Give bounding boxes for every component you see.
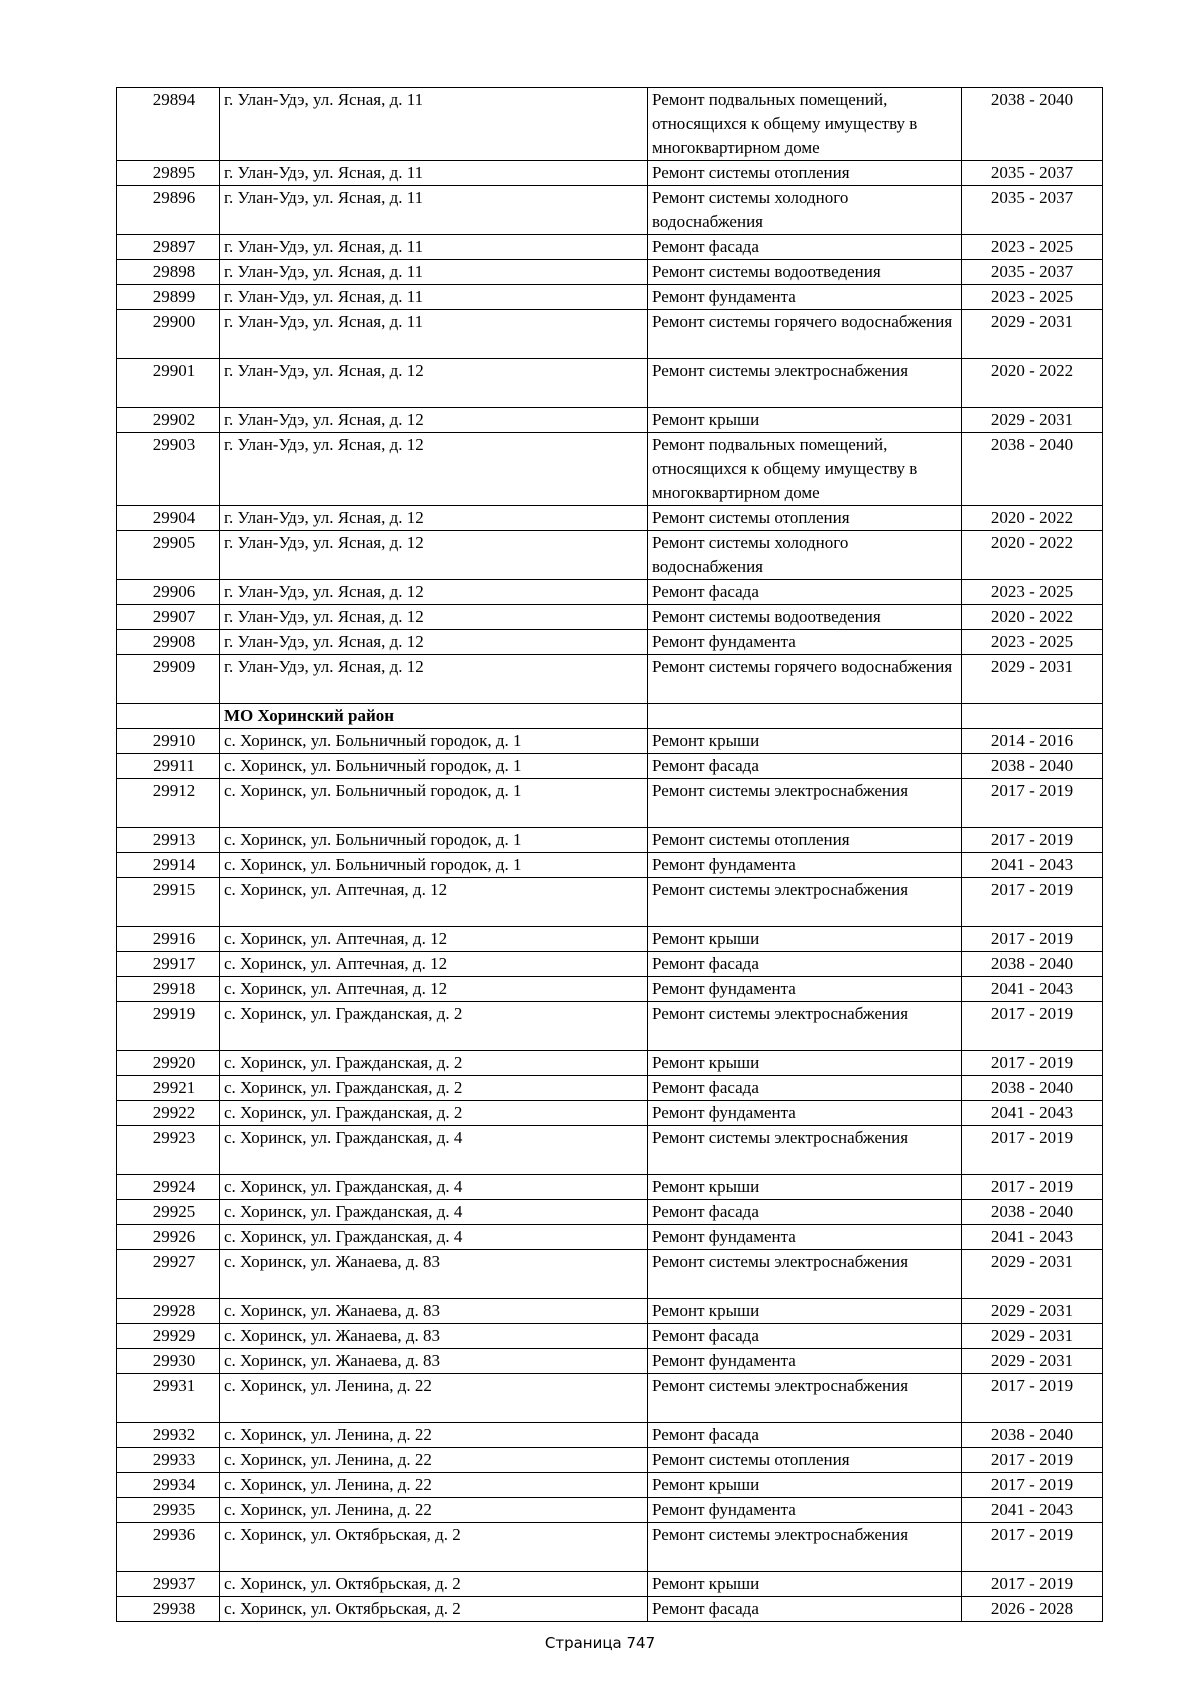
table-row: [117, 1597, 1103, 1622]
address-cell: с. Хоринск, ул. Ленина, д. 22: [220, 1498, 648, 1523]
table-row: [117, 506, 1103, 531]
row-number-cell: 29903: [117, 433, 220, 506]
table-row: [117, 235, 1103, 260]
period-cell: 2023 - 2025: [962, 285, 1103, 310]
table-row: [117, 828, 1103, 853]
table-row: [117, 285, 1103, 310]
address-cell: г. Улан-Удэ, ул. Ясная, д. 11: [220, 186, 648, 235]
address-cell: с. Хоринск, ул. Жанаева, д. 83: [220, 1250, 648, 1299]
table-row: [117, 161, 1103, 186]
work-type-cell: Ремонт системы отопления: [648, 506, 962, 531]
work-type-cell: Ремонт фундамента: [648, 977, 962, 1002]
row-number-cell: 29895: [117, 161, 220, 186]
work-type-cell: Ремонт крыши: [648, 1473, 962, 1498]
work-type-cell: Ремонт системы водоотведения: [648, 605, 962, 630]
period-cell: 2029 - 2031: [962, 310, 1103, 359]
table-row: [117, 878, 1103, 927]
address-cell: г. Улан-Удэ, ул. Ясная, д. 12: [220, 359, 648, 408]
work-type-cell: Ремонт крыши: [648, 1051, 962, 1076]
period-cell: 2017 - 2019: [962, 828, 1103, 853]
row-number-cell: 29901: [117, 359, 220, 408]
period-cell: 2038 - 2040: [962, 952, 1103, 977]
address-cell: с. Хоринск, ул. Гражданская, д. 4: [220, 1225, 648, 1250]
address-cell: с. Хоринск, ул. Аптечная, д. 12: [220, 927, 648, 952]
period-cell: 2029 - 2031: [962, 1349, 1103, 1374]
work-type-cell: Ремонт фундамента: [648, 1498, 962, 1523]
work-type-cell: Ремонт подвальных помещений, относящихся к общему имуществу в многоквартирном доме: [648, 88, 962, 161]
row-number-cell: 29902: [117, 408, 220, 433]
address-cell: г. Улан-Удэ, ул. Ясная, д. 11: [220, 310, 648, 359]
row-number-cell: 29933: [117, 1448, 220, 1473]
address-cell: с. Хоринск, ул. Жанаева, д. 83: [220, 1324, 648, 1349]
work-type-cell: Ремонт системы отопления: [648, 161, 962, 186]
section-row: [117, 704, 1103, 729]
row-number-cell: 29917: [117, 952, 220, 977]
work-type-cell: Ремонт системы холодного водоснабжения: [648, 186, 962, 235]
period-cell: 2020 - 2022: [962, 506, 1103, 531]
period-cell: [962, 704, 1103, 729]
table-row: [117, 1324, 1103, 1349]
row-number-cell: 29931: [117, 1374, 220, 1423]
row-number-cell: 29927: [117, 1250, 220, 1299]
period-cell: 2017 - 2019: [962, 1523, 1103, 1572]
row-number-cell: 29921: [117, 1076, 220, 1101]
work-type-cell: Ремонт системы электроснабжения: [648, 1523, 962, 1572]
period-cell: 2038 - 2040: [962, 754, 1103, 779]
period-cell: 2041 - 2043: [962, 1225, 1103, 1250]
address-cell: с. Хоринск, ул. Гражданская, д. 4: [220, 1200, 648, 1225]
period-cell: 2020 - 2022: [962, 531, 1103, 580]
address-cell: г. Улан-Удэ, ул. Ясная, д. 12: [220, 506, 648, 531]
row-number-cell: 29914: [117, 853, 220, 878]
row-number-cell: 29928: [117, 1299, 220, 1324]
row-number-cell: 29936: [117, 1523, 220, 1572]
period-cell: 2038 - 2040: [962, 88, 1103, 161]
period-cell: 2020 - 2022: [962, 605, 1103, 630]
address-cell: с. Хоринск, ул. Ленина, д. 22: [220, 1423, 648, 1448]
work-type-cell: Ремонт фасада: [648, 235, 962, 260]
row-number-cell: 29926: [117, 1225, 220, 1250]
work-type-cell: Ремонт фасада: [648, 580, 962, 605]
address-cell: г. Улан-Удэ, ул. Ясная, д. 12: [220, 655, 648, 704]
work-type-cell: Ремонт фасада: [648, 1597, 962, 1622]
table-row: [117, 1349, 1103, 1374]
work-type-cell: Ремонт крыши: [648, 1572, 962, 1597]
row-number-cell: 29913: [117, 828, 220, 853]
table-row: [117, 1299, 1103, 1324]
work-type-cell: Ремонт системы электроснабжения: [648, 1002, 962, 1051]
row-number-cell: 29923: [117, 1126, 220, 1175]
period-cell: 2017 - 2019: [962, 1175, 1103, 1200]
address-cell: с. Хоринск, ул. Больничный городок, д. 1: [220, 828, 648, 853]
period-cell: 2038 - 2040: [962, 1423, 1103, 1448]
table-row: [117, 1374, 1103, 1423]
table-row: [117, 1572, 1103, 1597]
period-cell: 2041 - 2043: [962, 1101, 1103, 1126]
address-cell: с. Хоринск, ул. Больничный городок, д. 1: [220, 729, 648, 754]
work-type-cell: Ремонт фасада: [648, 754, 962, 779]
address-cell: с. Хоринск, ул. Аптечная, д. 12: [220, 977, 648, 1002]
address-cell: с. Хоринск, ул. Больничный городок, д. 1: [220, 853, 648, 878]
table-row: [117, 779, 1103, 828]
address-cell: г. Улан-Удэ, ул. Ясная, д. 11: [220, 88, 648, 161]
period-cell: 2023 - 2025: [962, 235, 1103, 260]
work-type-cell: Ремонт фасада: [648, 1076, 962, 1101]
address-cell: с. Хоринск, ул. Октябрьская, д. 2: [220, 1597, 648, 1622]
table-row: [117, 853, 1103, 878]
address-cell: г. Улан-Удэ, ул. Ясная, д. 11: [220, 285, 648, 310]
table-row: [117, 952, 1103, 977]
period-cell: 2017 - 2019: [962, 1473, 1103, 1498]
table-row: [117, 1076, 1103, 1101]
address-cell: с. Хоринск, ул. Октябрьская, д. 2: [220, 1572, 648, 1597]
row-number-cell: 29904: [117, 506, 220, 531]
work-type-cell: Ремонт системы горячего водоснабжения: [648, 310, 962, 359]
table-row: [117, 186, 1103, 235]
row-number-cell: 29905: [117, 531, 220, 580]
row-number-cell: 29910: [117, 729, 220, 754]
row-number-cell: 29937: [117, 1572, 220, 1597]
work-type-cell: Ремонт фасада: [648, 1324, 962, 1349]
page-number: Страница 747: [544, 1634, 656, 1652]
address-cell: с. Хоринск, ул. Гражданская, д. 2: [220, 1002, 648, 1051]
table-row: [117, 754, 1103, 779]
row-number-cell: 29909: [117, 655, 220, 704]
address-cell: с. Хоринск, ул. Ленина, д. 22: [220, 1473, 648, 1498]
table-row: [117, 310, 1103, 359]
period-cell: 2023 - 2025: [962, 630, 1103, 655]
row-number-cell: 29935: [117, 1498, 220, 1523]
table-row: [117, 1250, 1103, 1299]
period-cell: 2029 - 2031: [962, 1299, 1103, 1324]
table-row: [117, 359, 1103, 408]
table-row: [117, 1200, 1103, 1225]
period-cell: 2038 - 2040: [962, 433, 1103, 506]
table-row: [117, 729, 1103, 754]
row-number-cell: 29929: [117, 1324, 220, 1349]
row-number-cell: 29896: [117, 186, 220, 235]
row-number-cell: 29911: [117, 754, 220, 779]
address-cell: г. Улан-Удэ, ул. Ясная, д. 12: [220, 630, 648, 655]
work-type-cell: Ремонт системы горячего водоснабжения: [648, 655, 962, 704]
table-row: [117, 927, 1103, 952]
table-body: [117, 88, 1103, 1622]
period-cell: 2017 - 2019: [962, 878, 1103, 927]
address-cell: с. Хоринск, ул. Гражданская, д. 2: [220, 1076, 648, 1101]
period-cell: 2029 - 2031: [962, 1324, 1103, 1349]
work-type-cell: Ремонт системы электроснабжения: [648, 359, 962, 408]
table-row: [117, 433, 1103, 506]
period-cell: 2029 - 2031: [962, 408, 1103, 433]
table-row: [117, 1175, 1103, 1200]
work-type-cell: [648, 704, 962, 729]
row-number-cell: 29916: [117, 927, 220, 952]
period-cell: 2038 - 2040: [962, 1076, 1103, 1101]
work-type-cell: Ремонт фундамента: [648, 285, 962, 310]
address-cell: с. Хоринск, ул. Гражданская, д. 4: [220, 1175, 648, 1200]
period-cell: 2029 - 2031: [962, 1250, 1103, 1299]
work-type-cell: Ремонт крыши: [648, 1299, 962, 1324]
address-cell: с. Хоринск, ул. Жанаева, д. 83: [220, 1349, 648, 1374]
work-type-cell: Ремонт крыши: [648, 408, 962, 433]
row-number-cell: [117, 704, 220, 729]
row-number-cell: 29918: [117, 977, 220, 1002]
row-number-cell: 29908: [117, 630, 220, 655]
row-number-cell: 29915: [117, 878, 220, 927]
address-cell: г. Улан-Удэ, ул. Ясная, д. 12: [220, 408, 648, 433]
table-row: [117, 1225, 1103, 1250]
period-cell: 2017 - 2019: [962, 1374, 1103, 1423]
table-row: [117, 1473, 1103, 1498]
period-cell: 2041 - 2043: [962, 1498, 1103, 1523]
address-cell: с. Хоринск, ул. Жанаева, д. 83: [220, 1299, 648, 1324]
address-cell: с. Хоринск, ул. Гражданская, д. 4: [220, 1126, 648, 1175]
work-type-cell: Ремонт системы электроснабжения: [648, 1250, 962, 1299]
row-number-cell: 29906: [117, 580, 220, 605]
address-cell: с. Хоринск, ул. Октябрьская, д. 2: [220, 1523, 648, 1572]
period-cell: 2017 - 2019: [962, 779, 1103, 828]
row-number-cell: 29898: [117, 260, 220, 285]
table-row: [117, 1448, 1103, 1473]
period-cell: 2035 - 2037: [962, 186, 1103, 235]
period-cell: 2017 - 2019: [962, 927, 1103, 952]
row-number-cell: 29932: [117, 1423, 220, 1448]
period-cell: 2014 - 2016: [962, 729, 1103, 754]
table-row: [117, 1051, 1103, 1076]
period-cell: 2038 - 2040: [962, 1200, 1103, 1225]
row-number-cell: 29920: [117, 1051, 220, 1076]
address-cell: с. Хоринск, ул. Аптечная, д. 12: [220, 878, 648, 927]
address-cell: с. Хоринск, ул. Гражданская, д. 2: [220, 1101, 648, 1126]
table-row: [117, 260, 1103, 285]
repair-schedule-table: [116, 87, 1103, 1622]
period-cell: 2020 - 2022: [962, 359, 1103, 408]
table-row: [117, 630, 1103, 655]
table-row: [117, 1423, 1103, 1448]
work-type-cell: Ремонт системы электроснабжения: [648, 1374, 962, 1423]
address-cell: г. Улан-Удэ, ул. Ясная, д. 12: [220, 605, 648, 630]
table-row: [117, 580, 1103, 605]
table-row: [117, 1523, 1103, 1572]
row-number-cell: 29900: [117, 310, 220, 359]
period-cell: 2017 - 2019: [962, 1051, 1103, 1076]
address-cell: г. Улан-Удэ, ул. Ясная, д. 12: [220, 433, 648, 506]
work-type-cell: Ремонт фундамента: [648, 1349, 962, 1374]
work-type-cell: Ремонт фундамента: [648, 1101, 962, 1126]
work-type-cell: Ремонт системы электроснабжения: [648, 1126, 962, 1175]
work-type-cell: Ремонт системы отопления: [648, 828, 962, 853]
work-type-cell: Ремонт подвальных помещений, относящихся к общему имуществу в многоквартирном доме: [648, 433, 962, 506]
work-type-cell: Ремонт системы электроснабжения: [648, 878, 962, 927]
row-number-cell: 29938: [117, 1597, 220, 1622]
work-type-cell: Ремонт фундамента: [648, 853, 962, 878]
table-row: [117, 977, 1103, 1002]
row-number-cell: 29924: [117, 1175, 220, 1200]
row-number-cell: 29930: [117, 1349, 220, 1374]
period-cell: 2017 - 2019: [962, 1572, 1103, 1597]
address-cell: г. Улан-Удэ, ул. Ясная, д. 11: [220, 235, 648, 260]
row-number-cell: 29907: [117, 605, 220, 630]
row-number-cell: 29925: [117, 1200, 220, 1225]
period-cell: 2041 - 2043: [962, 977, 1103, 1002]
work-type-cell: Ремонт крыши: [648, 729, 962, 754]
address-cell: г. Улан-Удэ, ул. Ясная, д. 11: [220, 260, 648, 285]
row-number-cell: 29894: [117, 88, 220, 161]
period-cell: 2035 - 2037: [962, 161, 1103, 186]
address-cell: с. Хоринск, ул. Ленина, д. 22: [220, 1374, 648, 1423]
address-cell: г. Улан-Удэ, ул. Ясная, д. 11: [220, 161, 648, 186]
address-cell: с. Хоринск, ул. Аптечная, д. 12: [220, 952, 648, 977]
address-cell: с. Хоринск, ул. Ленина, д. 22: [220, 1448, 648, 1473]
work-type-cell: Ремонт фасада: [648, 952, 962, 977]
work-type-cell: Ремонт крыши: [648, 1175, 962, 1200]
address-cell: с. Хоринск, ул. Больничный городок, д. 1: [220, 779, 648, 828]
period-cell: 2017 - 2019: [962, 1002, 1103, 1051]
work-type-cell: Ремонт системы водоотведения: [648, 260, 962, 285]
address-cell: г. Улан-Удэ, ул. Ясная, д. 12: [220, 580, 648, 605]
row-number-cell: 29919: [117, 1002, 220, 1051]
table-row: [117, 1101, 1103, 1126]
work-type-cell: Ремонт системы отопления: [648, 1448, 962, 1473]
period-cell: 2029 - 2031: [962, 655, 1103, 704]
table-row: [117, 1002, 1103, 1051]
work-type-cell: Ремонт фасада: [648, 1423, 962, 1448]
row-number-cell: 29897: [117, 235, 220, 260]
work-type-cell: Ремонт системы электроснабжения: [648, 779, 962, 828]
work-type-cell: Ремонт фасада: [648, 1200, 962, 1225]
period-cell: 2023 - 2025: [962, 580, 1103, 605]
table-row: [117, 655, 1103, 704]
period-cell: 2026 - 2028: [962, 1597, 1103, 1622]
table-row: [117, 408, 1103, 433]
address-cell: с. Хоринск, ул. Гражданская, д. 2: [220, 1051, 648, 1076]
table-row: [117, 88, 1103, 161]
period-cell: 2041 - 2043: [962, 853, 1103, 878]
row-number-cell: 29912: [117, 779, 220, 828]
row-number-cell: 29922: [117, 1101, 220, 1126]
work-type-cell: Ремонт фундамента: [648, 1225, 962, 1250]
work-type-cell: Ремонт крыши: [648, 927, 962, 952]
table-row: [117, 1498, 1103, 1523]
row-number-cell: 29934: [117, 1473, 220, 1498]
work-type-cell: Ремонт системы холодного водоснабжения: [648, 531, 962, 580]
period-cell: 2017 - 2019: [962, 1126, 1103, 1175]
work-type-cell: Ремонт фундамента: [648, 630, 962, 655]
table-row: [117, 531, 1103, 580]
section-title-cell: МО Хоринский район: [220, 704, 648, 729]
period-cell: 2035 - 2037: [962, 260, 1103, 285]
table-row: [117, 605, 1103, 630]
row-number-cell: 29899: [117, 285, 220, 310]
address-cell: г. Улан-Удэ, ул. Ясная, д. 12: [220, 531, 648, 580]
address-cell: с. Хоринск, ул. Больничный городок, д. 1: [220, 754, 648, 779]
period-cell: 2017 - 2019: [962, 1448, 1103, 1473]
table-row: [117, 1126, 1103, 1175]
